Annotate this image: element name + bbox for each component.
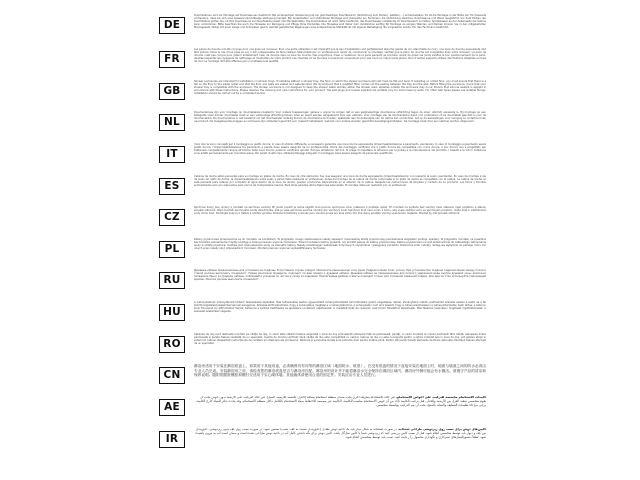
paragraph-ae-lead: كابينات الاستحمام مخصصة للتركيب على أحواض الاستحمام.	[395, 396, 486, 399]
language-code-cn: CN	[159, 367, 185, 384]
language-code-nl: NL	[159, 114, 185, 131]
language-code-pl: PL	[159, 241, 185, 258]
language-code-hu: HU	[159, 304, 185, 321]
paragraph-ae-body: في حالة الاستخدام بطريقة أخرى يجب ضمان منطقة استحمام مماثلة (العزل بالنسبة للأرضية، الميل). في حالة التركيب على الأرضية بدون حوض يجب أن يقوم متخصص بتنفيذ العزل بين الأرضية والجدار. قبل تركيب الكابينة تأكد من أن حوض الاستحمام مناسب للكابينة. الكابينة غير مصممة للاحتفاظ بمياه الاستحمام بالكامل داخل منطقة الاستحمام، وقد يحدث تناثر للمياه خارج الكابينة. يرجى مراعاة تعليمات التنظيف والعناية بالمنتج. يجب أن يتم التركيب بواسطة متخصص.	[195, 396, 486, 407]
paragraph-de: Duschkabinen sind zur Montage auf Duschwannen bestimmt. Bei andersartiger Verwendung ist ein gleichwertiger Duschbereich (Abdichtung zum Boden), Gefälle (...) sicherzustellen. Es ist die Montage in der Nähe der Tür (bauseits vorhanden), dass sie sich eine wasserundurchlässige Verfugung handelt. Bei bodentiefem und stufenfreier Montage wird (bauseits) ein Fachmann die Abdichtung zwischen Duschwanne und Wand ausgeführt. Vor dem Einbau der Duschkabine prüfen Sie, ob Ihre Duschwanne zur Duschkabine passt (die Mindestmaße). Die Duschkabine ist nicht dafür bestimmt, das Duschwasser vollständig im Duschbereich zu halten. Spritzwasser an der Außenseite der Kabine kann vorkommen. Bitte beachten Sie auch die Hinweise zur Reinigung und Pflege Ihres Produktes. Die Hinweise sind daher zum Verständnis wichtig für Montage an einigen Wänden und Decken können Sie in den mitgelieferten Montagesets, Dübel mit einer Länge und Schrauben gleich. Gemäß gesetzlicher Regelungen eine entsprechende Stabilität ist mit eigener Befestigung die vorgesehen wurde. Für den Fachmann bestimmt.	[194, 14, 486, 30]
language-code-fr: FR	[159, 51, 185, 68]
paragraph-es: Cabinas de ducha están pensadas para su montaje en platos de ducha. En caso de otra aplicación hay que asegurar una zona de ducha equivalente (impermeabilización con respecto al suelo, pendiente). En caso de montaje a ras de suelo sin plato de ducha, la impermeabilización entre suelo y pared debe realizarla un profesional. Antes del montaje de la cabina de ducha compruebe si su plato de ducha es compatible con la cabina. La cabina de ducha no está pensada para retener por completo el agua dentro de la zona de ducha; pueden producirse salpicaduras en el exterior de la cabina. Respete las instrucciones de limpieza y cuidado de su producto. Los tacos y tornillos suministrados solo son adecuados para muros de mampostería maciza. Para otras paredes utilice fijaciones adecuadas. El montaje debe ser realizado por un profesional.	[194, 175, 486, 188]
language-code-cz: CZ	[159, 209, 185, 226]
language-code-ro: RO	[159, 336, 185, 353]
paragraph-hu: A zuhanykabinok zuhanytálcára történő felszerelésre készültek. Más felhasználás esetén egyenértékű zuhanyzóterületet kell biztosítani (padló szigetelése, lejtés). Zuhanytálca nélküli, padlószintű szerelés esetén a padló és a fal közötti szigetelést szakembernek kell elvégeznie. Szerelés előtt ellenőrizze, hogy a zuhanytálca megfelel-e a zuhanykabinhoz. A zuhanykabin nem arra készült, hogy a zuhanyvizet teljesen a zuhanyzóterületen belül tartsa; a kabinon kívül fröccsenő víz előfordulhat. Kérjük, tartsa be a termék tisztítására és ápolására vonatkozó utasításokat. A mellékelt tiplik és csavarok csak tömör falazathoz alkalmasak. Más falakhoz használjon megfelelő rögzítőelemeket. A szerelést szakember végezze.	[194, 301, 486, 314]
paragraph-nl: Douchecabines zijn voor montage op douchebakken bestemd. Voor andere toepassingen gelieve u ervoor te zorgen dat er een gelijkwaardige douchezone (afdichting tegen de vloer, afschot) aanwezig is. Bij montage op een betegelde vloer zonder douchebak moet er een vakkundige afdichting tussen vloer en wand worden aangebracht door een vakman. Voor montage van de douchecabine dient u te controleren of uw douchebak geschikt is voor de douchecabine. De douchecabine is niet bestemd om het douchewater volledig binnen de douchezone te houden; spatwater aan de buitenzijde van de cabine kan voorkomen. Let op de aanwijzingen voor reiniging en onderhoud van uw product. De meegeleverde pluggen en schroeven zijn uitsluitend geschikt voor massief metselwerk. Gebruik voor andere wanden geschikte bevestigingsmiddelen. De montage moet door een vakman worden uitgevoerd.	[194, 111, 486, 124]
language-code-it: IT	[159, 146, 185, 163]
language-code-ir: IR	[159, 431, 185, 448]
language-code-ru: RU	[159, 272, 185, 289]
paragraph-gb: Shower enclosures are intended for installation on shower trays. If installing without a shower tray, the floor on which the shower enclosure will rest must be flat and level. If installing on a tiled floor, you must ensure that there is a fall on the floor to the waste outlet and that the floor and walls are sealed and waterproofed. We recommend that a qualified fitter carries out the sealing between the tray and the wall. Before fitting the enclosure, check that your shower tray is compatible with the enclosure. The shower enclosure is not designed to keep the shower water entirely within the shower area; splashes outside the enclosure may occur. Ensure that silicone sealant is applied in accordance with these instructions. Please observe the cleaning and care instructions for your product. The wall plugs and screws supplied are suitable only for solid masonry walls. For other wall types please use suitable fixings. Installation should be carried out by a competent person.	[194, 80, 486, 96]
paragraph-fr: Les parois de douche ont été conçues pour une pose sur receveur. Pour une autre utilisation il est impératif que le lieu d'installation soit parfaitement étanche (pente du sol, étanchéité du mur), une zone de douche équivalente doit être prévue. Dans le cas d'une pose au sol, il est indispensable de faire réaliser l'étanchéité par un professionnel. Avant de commencer le montage, vérifiez que la paroi de douche est compatible avec votre receveur. La paroi de douche n'est pas conçue pour retenir entièrement l'eau de douche dans la zone de douche. Des projections d'eau à l'extérieur de la paroi peuvent se produire. Avant de poser les joints vérifiez le bon positionnement de la paroi. Veuillez respecter les consignes de nettoyage et d'entretien de votre produit. Les chevilles et vis fournies conviennent uniquement pour des murs en maçonnerie pleine. Pour d'autres supports utilisez des fixations adaptées au type de mur. Le montage doit être effectué par un professionnel qualifié.	[194, 48, 486, 64]
language-code-ae: AE	[159, 399, 185, 416]
paragraph-pl: Kabiny prysznicowe przeznaczone są do montażu na brodzikach. W przypadku innego zastosowania należy zapewnić równoważną strefę prysznicową (uszczelnienie względem podłogi, spadek). W przypadku montażu na posadzce bez brodzika uszczelnienie między podłogą a ścianą powinien wykonać fachowiec. Przed montażem kabiny sprawdź, czy brodzik pasuje do kabiny prysznicowej. Kabina prysznicowa nie jest przeznaczona do całkowitego zatrzymania wody w strefie prysznica; możliwe jest rozpryskiwanie wody na zewnątrz kabiny. Należy przestrzegać wskazówek dotyczących czyszczenia i pielęgnacji produktu. Dołączone kołki i wkręty nadają się wyłącznie do pełnego muru. Do innych ścian należy użyć odpowiednich mocowań. Montaż powinien wykonać wykwalifikowany fachowiec.	[194, 238, 486, 251]
paragraph-ir-body: در صورت استفاده به شکل دیگر باید یک ناحیه دوش معادل (عایق‌بندی نسبت به کف، شیب) تضمین شود. در صورت نصب روی کف بدون زیردوشی، عایق‌بندی بین کف و دیوار باید توسط متخصص انجام شود. قبل از نصب کابین بررسی کنید که زیردوشی شما با کابین سازگار باشد. کابین دوش برای نگه داشتن کامل آب در ناحیه دوش طراحی نشده است و ممکن است آب به بیرون پاشیده شود. لطفاً دستورالعمل‌های تمیزکاری و نگهداری محصول را رعایت کنید. نصب باید توسط متخصص انجام شود.	[195, 428, 486, 439]
paragraph-it: I box doccia sono concepiti per il montaggio su piatto doccia. In caso di utilizzo differente, è necessario garantire una zona doccia equivalente (impermeabilizzazione a pavimento, pendenza). In caso di montaggio a pavimento senza piatto doccia, l'impermeabilizzazione tra pavimento e parete deve essere eseguita da un professionista. Prima del montaggio verificare che il piatto doccia sia compatibile con il box doccia. Il box doccia non è progettato per trattenere completamente l'acqua all'interno della zona doccia; possono verificarsi spruzzi d'acqua all'esterno del box. Si prega di rispettare le istruzioni per la pulizia e la manutenzione del prodotto. I tasselli e le viti in dotazione sono adatti esclusivamente per murature piene. Per pareti di altro tipo utilizzare fissaggi adeguati. Il montaggio deve essere eseguito da personale qualificato.	[194, 143, 486, 156]
paragraph-ir	[194, 428, 486, 456]
paragraph-ir-lead: کابین‌های دوش برای نصب روی زیردوشی طراحی شده‌اند.	[397, 428, 486, 431]
paragraph-ro: Cabinele de duș sunt destinate montării pe cădițe de duș. În cazul altei utilizări trebuie asigurată o zonă de duș echivalentă (etanșare față de pardoseală, pantă). În cazul montării la nivelul pardoselii fără cădiță, etanșarea dintre pardoseală și perete trebuie realizată de un specialist. Înainte de montaj verificați dacă cădița de duș este compatibilă cu cabina. Cabina de duș nu este concepută pentru a reține complet apa în zona de duș; pot apărea stropi în exteriorul cabinei. Respectați instrucțiunile de curățare și întreținere ale produsului. Diblurile și șuruburile livrate sunt potrivite doar pentru zidărie plină. Pentru alți pereți folosiți elemente de fixare adecvate. Montajul trebuie efectuat de un specialist.	[194, 333, 486, 346]
paragraph-cz: Sprchové kouty jsou určeny k montáži na sprchové vaničky. Při jiném použití je nutné zajistit rovnocennou sprchovou zónu (utěsnění k podlaze, spád). Při montáži na podlahu bez vaničky musí utěsnění mezi podlahou a stěnou provést odborník. Před montáží sprchového koutu zkontrolujte, zda je vaše sprchová vanička vhodná pro sprchový kout. Sprchový kout není určen k tomu, aby zcela zadržel vodu ve sprchovém prostoru; může dojít k odstřikování vody mimo kout. Dodržujte pokyny k čištění a údržbě výrobku. Dodané hmoždinky a šrouby jsou vhodné pouze pro plné zdivo. Pro jiné stěny použijte vhodný upevňovací materiál. Montáž by měl provést odborník.	[194, 206, 486, 216]
paragraph-ru: Душевые кабины предназначены для установки на поддоны. В противном случае следует обеспечить равноценную зону душа (гидроизоляция пола, уклон). При установке без поддона гидроизоляцию между полом и стеной должен выполнить специалист. Перед монтажом проверьте, подходит ли ваш поддон к душевой кабине. Душевая кабина не предназначена для полного удержания воды внутри душевой зоны; возможно попадание брызг за пределы кабины. Соблюдайте указания по чистке и уходу за изделием. Прилагаемые дюбели и винты подходят только для сплошной каменной кладки. Для других стен используйте подходящий крепёж. Монтаж должен выполнять специалист.	[194, 269, 486, 282]
paragraph-cn: 淋浴房适用于安装在淋浴底盘上。如果用于其他用途，必须确保具有同等的淋浴区域（地面防水、坡度）。在没有底盘的情况下直接安装在地面上时，地面与墙面之间的防水必须由专业人员完成。安装淋浴房之前，请检查您的淋浴底盘是否与淋浴房匹配。淋浴房的设计并不能将淋浴水完全保持在淋浴区域内，淋浴房外侧可能会有水溅出。请遵守产品的清洁和保养说明。随附的膨胀螺栓和螺钉仅适用于实心砌体墙。其他墙体请使用合适的固定件。安装应由专业人员进行。	[194, 364, 486, 378]
language-code-de: DE	[159, 17, 185, 34]
language-code-es: ES	[159, 178, 185, 195]
language-code-gb: GB	[159, 83, 185, 100]
paragraph-ae	[194, 396, 486, 424]
